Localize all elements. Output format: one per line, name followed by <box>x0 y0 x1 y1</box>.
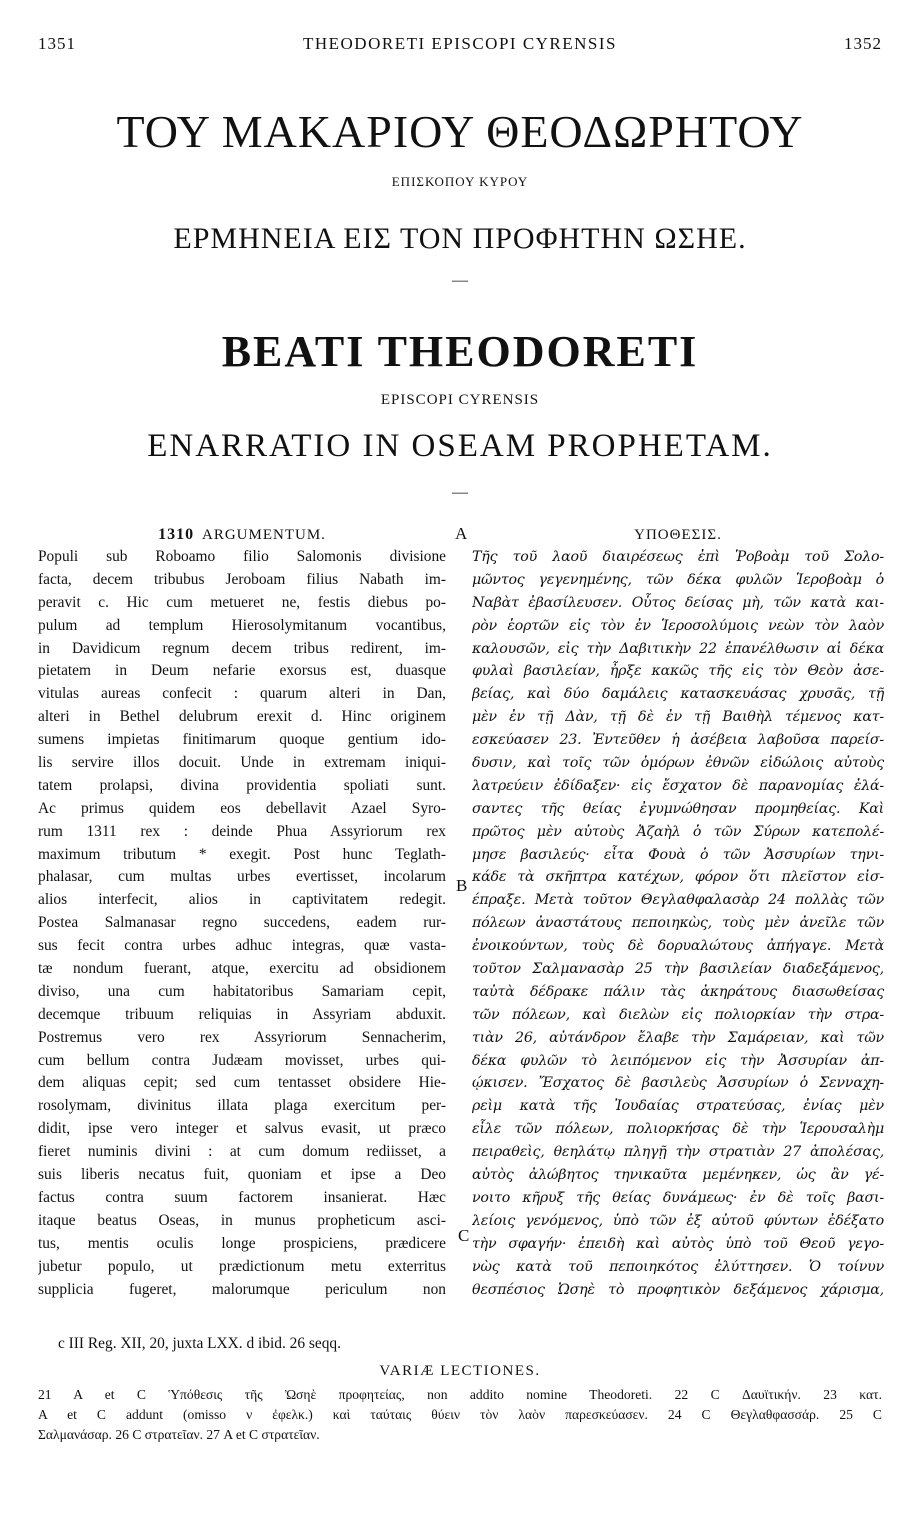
text-line: ταὐτὰ δέδρακε πάλιν τὰς ἀκηράτους διασωθείσας <box>472 983 884 1000</box>
text-line: τὴν σφαγήν· ἐπειδὴ καὶ αὐτὸς ὑπὸ τοῦ Θεοῦ γεγο- <box>472 1235 884 1252</box>
text-line: rum 1311 rex : deinde Phua Assyriorum rex <box>38 822 446 840</box>
text-line: didit, ipse vero integer et salvus evasit, ut præco <box>38 1120 446 1138</box>
text-line: μὲν ἐν τῇ Δὰν, τῇ δὲ ἐν τῇ Βαιθὴλ τέμενος κατ- <box>472 709 884 726</box>
latin-work-title: ENARRATIO IN OSEAM PROPHETAM. <box>147 428 773 464</box>
text-line: pulum ad templum Hierosolymitanum vocantibus, <box>38 616 446 634</box>
text-line: decemque tribuum reliquias in Assyriam abduxit. <box>38 1005 446 1023</box>
text-line: dem aliquas cepit; sed cum tentasset obsidere Hie- <box>38 1074 446 1092</box>
margin-letter-b: B <box>456 876 468 895</box>
greek-text-body <box>472 546 884 1301</box>
text-line: jubetur populo, ut prædictionum metu exterritus <box>38 1257 446 1275</box>
text-line: tus, mentis oculis longe prospiciens, prædicere <box>38 1234 446 1252</box>
text-line: cum bellum contra Judæam movisset, urbes qui- <box>38 1051 446 1069</box>
text-line: μησε βασιλεύς· εἶτα Φουὰ ὁ τῶν Ἀσσυρίων τηνι- <box>472 846 884 863</box>
text-line: φυλαὶ βασιλείαν, ἦρξε κακῶς τῆς εἰς τὸν Θεὸν ἀσε- <box>472 663 884 680</box>
latin-column-heading <box>38 524 446 546</box>
text-line: πρῶτος μὲν αὐτοὺς Ἀζαὴλ ὁ τῶν Σύρων κατεπολέ- <box>472 823 884 840</box>
title-divider-2: — <box>452 484 468 501</box>
text-line: sumens impietas finitimarum quoque gentium ido- <box>38 731 446 749</box>
text-line: δέκα φυλῶν τὸ λειπόμενον εἰς τὴν Ἀσσυρίαν ἀπ- <box>472 1052 884 1069</box>
running-header <box>38 34 882 58</box>
margin-letter-c: C <box>458 1226 470 1245</box>
text-line: λατρεύειν ἐδίδαξεν· εἰς ἔσχατον δὲ παρανομίας ἐλά- <box>472 777 884 794</box>
text-line: σαντες τῆς θείας ἐγυμνώθησαν προμηθείας. Καὶ <box>472 800 884 817</box>
greek-subtitle: ΕΠΙΣΚΟΠΟΥ ΚΥΡΟΥ <box>391 174 529 189</box>
greek-work-title: ΕΡΜΗΝΕΙΑ ΕΙΣ ΤΟΝ ΠΡΟΦΗΤΗΝ ΩΣΗΕ. <box>173 222 747 255</box>
text-line: tæ nondum fuerant, atque, exercitu ad obsidionem <box>38 960 446 978</box>
text-line: ρεὶμ κατὰ τῆς Ἰουδαίας στρατεύσας, ἐνίας μὲν <box>472 1098 884 1115</box>
text-line: fieret numinis divini : at cum domum rediisset, a <box>38 1143 446 1161</box>
text-line: θεσπέσιος Ὠσηὲ τὸ προφητικὸν δεξάμενος χάρισμα, <box>472 1281 884 1298</box>
text-line: vitulas aureas confecit : quarum alteri in Dan, <box>38 685 446 703</box>
text-line: Ναβὰτ ἐβασίλευσεν. Οὗτος δείσας μὴ, τῶν κατὰ και- <box>472 594 884 611</box>
text-line: Postea Salmanasar regno succedens, eadem rur- <box>38 914 446 932</box>
text-line: alteri in Bethel delubrum erexit d. Hinc originem <box>38 708 446 726</box>
text-line: Τῆς τοῦ λαοῦ διαιρέσεως ἐπὶ Ῥοβοὰμ τοῦ Σολο- <box>472 549 884 565</box>
text-line: καλουσῶν, εἰς τὴν Δαβιτικὴν 22 ἐπανέλθωσιν αἱ δέκα <box>472 640 884 657</box>
text-line: phalasar, cum multas urbes evertisset, incolarum <box>38 868 446 886</box>
text-line: εσκεύασεν 23. Ἐντεῦθεν ἡ ἀσέβεια λαβοῦσα παρείσ- <box>472 732 884 749</box>
page-number-right: 1352 <box>844 34 882 53</box>
text-line: factus contra suum factorem insanierat. Hæc <box>38 1188 446 1206</box>
latin-text-body <box>38 546 446 1301</box>
text-line: ρὸν ἑορτῶν εἰς τὸν ἐν Ἱεροσολύμοις νεὼν τὸν λαὸν <box>472 617 884 634</box>
greek-main-title: ΤΟΥ ΜΑΚΑΡΙΟΥ ΘΕΟΔΩΡΗΤΟΥ <box>116 106 804 157</box>
latin-subtitle: EPISCOPI CYRENSIS <box>380 392 540 408</box>
variae-lectiones-body <box>38 1385 882 1445</box>
text-line: maximum tributum * exegit. Post hunc Teglath- <box>38 845 446 863</box>
text-line: A et C addunt (omisso ν ἐφελκ.) καὶ ταύταις θύειν τὸν λαὸν παρεσκεύασεν. 24 C Θεγλαθφασσάρ. 25 C <box>38 1407 882 1422</box>
text-line: τοῦτον Σαλμανασὰρ 25 τὴν βασιλείαν διαδεξάμενος, <box>472 961 884 978</box>
text-line: Populi sub Roboamo filio Salomonis divisione <box>38 548 446 565</box>
text-line: τῶν πόλεων, καὶ διελὼν εἰς πολιορκίαν τὴν στρα- <box>472 1006 884 1023</box>
text-line: νὼς κατὰ τοῦ πεποιηκότος ἐλύττησεν. Ὁ τοίνυν <box>472 1258 884 1275</box>
text-line: κάδε τὰ σκῆπτρα κατέχων, φόρον ὅτι πλεῖστον εἰσ- <box>472 869 884 886</box>
text-line: Ac primus quidem eos debellavit Azael Syro- <box>38 799 446 817</box>
text-line: ἐνοικούντων, τοὺς δὲ δορυαλώτους ἀπήγαγε. Μετὰ <box>472 938 884 955</box>
text-line: tatem prolapsi, divina providentia spoliati sunt. <box>38 776 446 794</box>
title-divider-1: — <box>452 272 468 289</box>
running-title: THEODORETI EPISCOPI CYRENSIS <box>302 34 618 53</box>
text-line: αὐτὸς ἀλώβητος τηνικαῦτα μεμένηκεν, ὡς ἂν γέ- <box>472 1167 884 1184</box>
text-line: alios interfecit, alios in captivitatem redegit. <box>38 891 446 909</box>
text-line: πόλεων ἀναστάτους πεποιηκὼς, τοὺς μὲν ἀνεῖλε τῶν <box>472 915 884 932</box>
hypothesis-heading: ΥΠΟΘΕΣΙΣ. <box>634 527 722 543</box>
text-line: suis liberis necatus fuit, quoniam et ipse a Deo <box>38 1166 446 1184</box>
text-line: βείας, καὶ δύο δαμάλεις κατασκευάσας χρυσᾶς, τῇ <box>472 686 884 703</box>
text-line: peravit c. Hic cum metueret ne, festis diebus po- <box>38 593 446 611</box>
text-line: δυσιν, καὶ τοῖς τῶν ὁμόρων ἐθνῶν εἰδώλοις αὐτοὺς <box>472 755 884 772</box>
text-line: τιὰν 26, αὐτάνδρον ἔλαβε τὴν Σαμάρειαν, καὶ τῶν <box>472 1029 884 1046</box>
margin-letter-a: A <box>455 524 468 543</box>
text-line: supplicia fugeret, malorumque periculum non <box>38 1280 446 1298</box>
argumentum-heading: ARGUMENTUM. <box>202 527 326 543</box>
text-line: pietatem in Deum nefarie exorsus est, duasque <box>38 662 446 680</box>
text-line: facta, decem tribubus Jeroboam filius Nabath im- <box>38 570 446 588</box>
greek-column <box>472 524 884 1301</box>
text-line: ῴκισεν. Ἔσχατος δὲ βασιλεὺς Ἀσσυρίων ὁ Σενναχη- <box>472 1075 884 1092</box>
text-line: Postremus vero rex Assyriorum Sennacherim, <box>38 1028 446 1046</box>
text-line: μῶντος γεγενημένης, τῶν δέκα φυλῶν Ἱεροβοὰμ ὁ <box>472 571 884 588</box>
text-line: εἷλε τῶν πόλεων, πολιορκήσας δὲ τὴν Ἱερουσαλὴμ <box>472 1121 884 1138</box>
page-number-left: 1351 <box>38 34 76 53</box>
text-line: rosolymam, divinitus illata plaga exercitum per- <box>38 1097 446 1115</box>
text-line: sus fecit contra urbes adhuc integras, quæ vasta- <box>38 937 446 955</box>
text-line: in Davidicum regnum decem tribus redirent, im- <box>38 639 446 657</box>
text-line: πειραθεὶς, θεηλάτῳ πληγῇ τὴν στρατιὰν 27 ἀπολέσας, <box>472 1144 884 1161</box>
text-line: lis servire illos docuit. Unde in extremam iniqui- <box>38 754 446 772</box>
latin-main-title: BEATI THEODORETI <box>221 327 699 376</box>
text-line: έπραξε. Μετὰ τοῦτον Θεγλαθφαλασὰρ 24 πολλὰς τῶν <box>472 892 884 909</box>
column-marker: 1310 <box>158 526 195 543</box>
text-line: Σαλμανάσαρ. 26 C στρατεῖαν. 27 A et C στρατεῖαν. <box>38 1427 320 1442</box>
text-line: νοιτο κῆρυξ τῆς θείας δυνάμεως· ἐν δὲ τοῖς βασι- <box>472 1189 884 1206</box>
latin-column <box>38 524 446 1301</box>
footnote: c III Reg. XII, 20, juxta LXX. d ibid. 26 seqq. <box>58 1335 341 1352</box>
variae-lectiones-title: VARIÆ LECTIONES. <box>379 1363 541 1379</box>
text-line: λείοις γενόμενος, ὑπὸ τῶν ἐξ αὐτοῦ φύντων ἐδέξατο <box>472 1212 884 1229</box>
text-line: itaque beatus Oseas, in munus propheticum asci- <box>38 1211 446 1229</box>
text-line: 21 A et C Ὑπόθεσις τῆς Ὠσηὲ προφητείας, non addito nomine Theodoreti. 22 C Δαυϊτικήν. 23 κατ. <box>38 1387 882 1402</box>
text-line: diviso, una cum habitatoribus Samariam cepit, <box>38 982 446 1000</box>
